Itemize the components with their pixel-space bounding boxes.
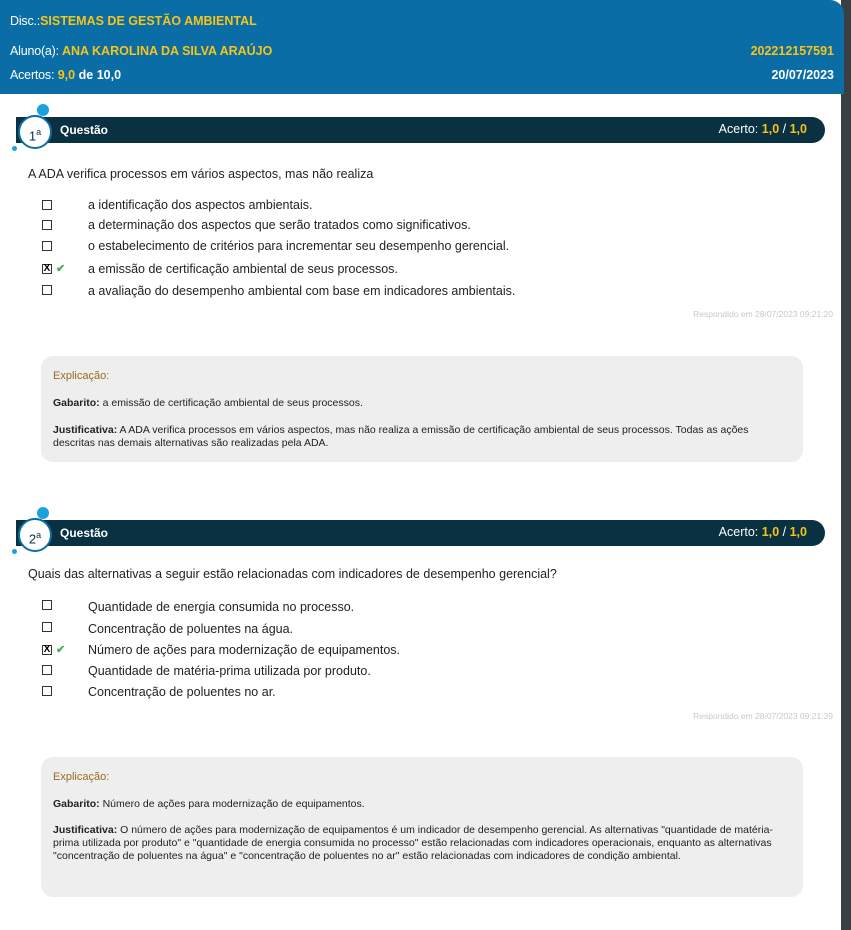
badge-decoration-icon — [37, 104, 49, 116]
score-summary: Acertos: 9,0 de 10,0 — [10, 68, 122, 82]
option-label[interactable]: Quantidade de energia consumida no processo. — [88, 600, 355, 614]
exam-date: 20/07/2023 — [771, 68, 834, 82]
explanation-label: Explicação: — [53, 370, 110, 382]
question-number-badge: 1$^a$ — [18, 115, 52, 149]
badge-decoration-icon — [12, 146, 17, 151]
answered-timestamp: Respondido em 28/07/2023 09:21:39 — [693, 711, 833, 721]
explanation-box — [41, 356, 803, 462]
option-checkbox[interactable] — [42, 285, 52, 295]
answer-key: Gabarito: Número de ações para modernização de equipamentos. — [53, 798, 365, 810]
option-label[interactable]: a emissão de certificação ambiental de seus processos. — [88, 262, 398, 276]
question-text: Quais das alternativas a seguir estão relacionadas com indicadores de desempenho gerencial? — [28, 567, 557, 581]
explanation-box — [41, 757, 803, 897]
justification: Justificativa: O número de ações para modernização de equipamentos é um indicador de desempenho gerencial. As alternativas "quantidade de matéria-prima utilizada por produto" e "quantidade de energia consumida no processo" estão relacionadas com indicadores operacionais, enquanto as alternativas "concentração de poluentes na água" e "concentração de poluentes no ar" estão relacionadas com indicadores de condição ambiental. — [53, 824, 773, 862]
option-label[interactable]: a avaliação do desempenho ambiental com base em indicadores ambientais. — [88, 284, 516, 298]
correct-check-icon: ✔ — [56, 263, 66, 275]
exam-header — [0, 0, 844, 94]
discipline: Disc.:SISTEMAS DE GESTÃO AMBIENTAL — [10, 14, 257, 28]
option-label[interactable]: Quantidade de matéria-prima utilizada por produto. — [88, 664, 371, 678]
student-id: 202212157591 — [750, 44, 834, 58]
option-label[interactable]: Concentração de poluentes na água. — [88, 622, 294, 636]
question-score: Acerto: 1,0 / 1,0 — [718, 525, 807, 539]
answer-key: Gabarito: a emissão de certificação ambiental de seus processos. — [53, 397, 363, 409]
question-title: Questão — [60, 526, 109, 540]
option-checkbox[interactable] — [42, 241, 52, 251]
explanation-label: Explicação: — [53, 771, 110, 783]
option-checkbox[interactable] — [42, 665, 52, 675]
option-checkbox-checked[interactable]: X — [43, 263, 51, 274]
badge-decoration-icon — [12, 549, 17, 554]
option-checkbox[interactable] — [42, 600, 52, 610]
option-label[interactable]: a identificação dos aspectos ambientais. — [88, 198, 313, 212]
badge-decoration-icon — [37, 507, 49, 519]
question-title: Questão — [60, 123, 109, 137]
answered-timestamp: Respondido em 28/07/2023 09:21:20 — [693, 309, 833, 319]
option-label[interactable]: Número de ações para modernização de equipamentos. — [88, 643, 400, 657]
question-2-bar — [16, 520, 825, 546]
option-label[interactable]: o estabelecimento de critérios para incrementar seu desempenho gerencial. — [88, 239, 510, 253]
question-number-badge: 2$^a$ — [18, 518, 52, 552]
option-checkbox[interactable] — [42, 686, 52, 696]
question-text: A ADA verifica processos em vários aspectos, mas não realiza — [28, 167, 374, 181]
question-1-bar — [16, 117, 825, 143]
option-label[interactable]: a determinação dos aspectos que serão tratados como significativos. — [88, 218, 471, 232]
option-checkbox-checked[interactable]: X — [43, 644, 51, 655]
student: Aluno(a): ANA KAROLINA DA SILVA ARAÚJO — [10, 44, 273, 58]
window-edge — [841, 0, 851, 930]
option-checkbox[interactable] — [42, 220, 52, 230]
option-label[interactable]: Concentração de poluentes no ar. — [88, 685, 276, 699]
justification: Justificativa: A ADA verifica processos em vários aspectos, mas não realiza a emissão de certificação ambiental de seus processos. Todas as ações descritas nas demais alternativas são realizadas pela ADA. — [53, 424, 749, 449]
option-checkbox[interactable] — [42, 622, 52, 632]
correct-check-icon: ✔ — [56, 644, 66, 656]
question-score: Acerto: 1,0 / 1,0 — [718, 122, 807, 136]
option-checkbox[interactable] — [42, 200, 52, 210]
